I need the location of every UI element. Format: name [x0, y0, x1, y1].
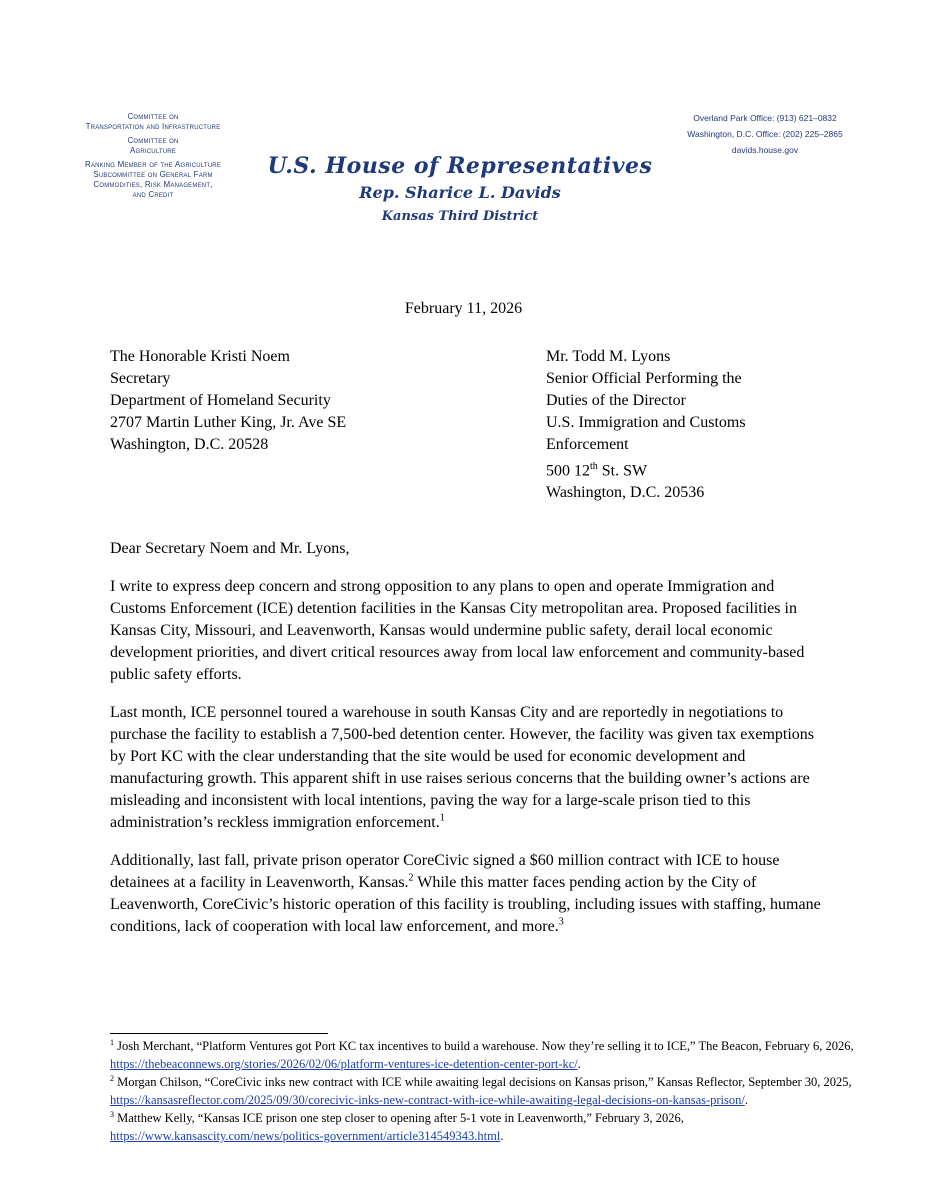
paragraph-2: Last month, ICE personnel toured a warehouse in south Kansas City and are reportedly in negotiations to purchase the facility to establish a 7,500-bed detention center. However, the facility was given tax exemptions by Port KC with the clear understanding that the site would be used for economic development and manufacturing growth. This apparent shift in use raises serious concerns that the building owner’s actions are misleading and inconsistent with local intentions, paving the way for a large-scale prison tied to this administration’s reckless immigration enforcement.$^1$ [110, 704, 815, 831]
house-title: U.S. House of Representatives [267, 153, 653, 179]
footnote-3: $^3$ Matthew Kelly, “Kansas ICE prison one step closer to opening after 5-1 vote in Leavenworth,” February 3, 2026, https://www.kansascity.com/news/politics-government/article314549343.html. [110, 1109, 684, 1143]
committee-agriculture: Committee on Agriculture [127, 136, 179, 155]
footnote-divider [110, 1033, 328, 1034]
footnote-2: $^2$ Morgan Chilson, “CoreCivic inks new contract with ICE while awaiting legal decisions on Kansas prison,” Kansas Reflector, September 30, 2025, https://kansasreflector.com/2025/09/30/corecivic-inks-new-contract-with-ice-while-awaiting-legal-decisions-on-kansas-prison/. [110, 1073, 852, 1107]
letter-body [110, 538, 830, 954]
website: davids.house.gov [731, 145, 799, 155]
overland-park-office: Overland Park Office: (913) 621–0832 [693, 113, 837, 123]
footnote-1-link[interactable]: https://thebeaconnews.org/stories/2026/02/06/platform-ventures-ice-detention-center-port-kc/ [110, 1057, 578, 1071]
footnote-2-link[interactable]: https://kansasreflector.com/2025/09/30/corecivic-inks-new-contract-with-ice-while-awaiting-legal-decisions-on-kansas-prison/ [110, 1093, 745, 1107]
footnote-ref-1[interactable]: 1 [439, 812, 445, 824]
recipient-address-left: The Honorable Kristi Noem Secretary Department of Homeland Security 2707 Martin Luther King, Jr. Ave SE Washington, D.C. 20528 [110, 348, 347, 453]
footnote-3-link[interactable]: https://www.kansascity.com/news/politics-government/article314549343.html [110, 1129, 501, 1143]
footnote-1: $^1$ Josh Merchant, “Platform Ventures got Port KC tax incentives to build a warehouse. Now they’re selling it to ICE,” The Beacon, February 6, 2026, https://thebeaconnews.org/stories/2026/02/06/platform-ventures-ice-detention-center-port-kc/. [110, 1037, 854, 1071]
footnote-ref-3[interactable]: 3 [558, 916, 564, 928]
district-name: Kansas Third District [381, 209, 539, 224]
letter-date: February 11, 2026 [404, 300, 523, 317]
committee-transportation: Committee on Transportation and Infrastructure [85, 112, 221, 131]
paragraph-1: I write to express deep concern and strong opposition to any plans to open and operate Immigration and Customs Enforcement (ICE) detention facilities in the Kansas City metropolitan area. Proposed facilities in Kansas City, Missouri, and Leavenworth, Kansas would undermine public safety, derail local economic development priorities, and divert critical resources away from local law enforcement and community-based public safety efforts. [110, 578, 805, 683]
ranking-member-role: Ranking Member of the Agriculture Subcommittee on General Farm Commodities, Risk Management, and Credit [84, 160, 222, 199]
paragraph-3: Additionally, last fall, private prison operator CoreCivic signed a $60 million contract with ICE to house detainees at a facility in Leavenworth, Kansas.$^2$ While this matter faces pending action by the City of Leavenworth, CoreCivic’s historic operation of this facility is troubling, including issues with staffing, humane conditions, lack of cooperation with local law enforcement, and more.$^3$ [110, 852, 821, 935]
street-address: 500 12th St. SW [546, 461, 648, 480]
washington-office: Washington, D.C. Office: (202) 225–2865 [687, 129, 843, 139]
committee-list [58, 112, 248, 204]
recipient-address-right: Mr. Todd M. Lyons Senior Official Performing the Duties of the Director U.S. Immigration and Customs Enforcement 500 12th St. SW Washington, D.C. 20536 [546, 348, 746, 502]
footnotes [110, 1037, 870, 1145]
footnote-ref-2[interactable]: 2 [408, 872, 414, 884]
salutation: Dear Secretary Noem and Mr. Lyons, [110, 540, 350, 557]
office-contacts [660, 110, 870, 158]
representative-name: Rep. Sharice L. Davids [359, 183, 561, 202]
masthead [240, 152, 680, 228]
